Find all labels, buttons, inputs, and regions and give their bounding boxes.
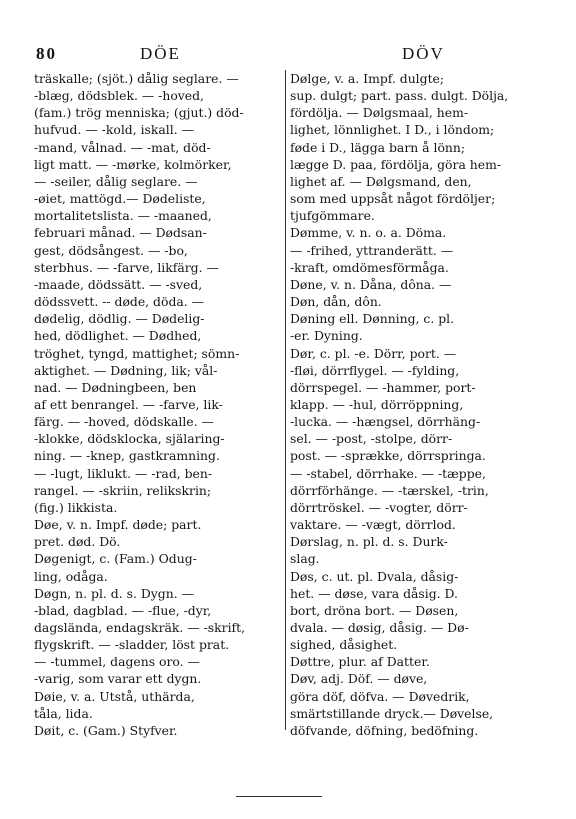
dictionary-line: ling, odåga. <box>34 568 108 584</box>
dictionary-line: -fløi, dörrflygel. — -fylding, <box>290 362 460 378</box>
dictionary-line: af ett benrangel. — -farve, lik- <box>34 396 223 412</box>
dictionary-line: ligt matt. — -mørke, kolmörker, <box>34 156 232 172</box>
dictionary-line: Dømme, v. n. o. a. Döma. <box>290 225 447 241</box>
page-number: 80 <box>36 44 57 63</box>
dictionary-line: döfvande, döfning, bedöfning. <box>290 722 479 738</box>
dictionary-line: träskalle; (sjöt.) dålig seglare. — <box>34 71 239 86</box>
left-column <box>34 70 286 739</box>
dictionary-line: -øiet, mattögd.— Dødeliste, <box>34 191 206 207</box>
dictionary-line: — -frihed, yttranderätt. — <box>290 242 454 258</box>
dictionary-line: bort, dröna bort. — Døsen, <box>290 602 459 618</box>
dictionary-line: dagslända, endagskräk. — -skrift, <box>34 620 246 635</box>
dictionary-line: -klokke, dödsklocka, själaring- <box>34 431 225 447</box>
header-left-guideword: DÖE <box>140 44 181 63</box>
dictionary-line: rangel. — -skriin, relikskrin; <box>34 482 212 498</box>
dictionary-line: Døgenigt, c. (Fam.) Odug- <box>34 551 197 567</box>
dictionary-line: tjufgömmare. <box>290 208 375 224</box>
end-rule <box>236 796 322 797</box>
dictionary-line: — -stabel, dörrhake. — -tæppe, <box>290 465 486 481</box>
dictionary-line: — -tummel, dagens oro. — <box>34 654 200 670</box>
dictionary-line: Dørslag, n. pl. d. s. Durk- <box>290 534 448 550</box>
dictionary-line: dörrförhänge. — -tærskel, -trin, <box>290 482 489 498</box>
dictionary-line: (fam.) trög menniska; (gjut.) död- <box>34 105 244 121</box>
dictionary-line: fördölja. — Dølgsmaal, hem- <box>290 105 469 121</box>
dictionary-line: -mand, vålnad. — -mat, död- <box>34 139 211 155</box>
dictionary-line: mortalitetslista. — -maaned, <box>34 208 212 224</box>
dictionary-line: lighet, lönnlighet. I D., i löndom; <box>290 122 495 138</box>
right-column <box>290 70 542 739</box>
dictionary-line: flygskrift. — -sladder, löst prat. <box>34 637 230 653</box>
dictionary-line: ning. — -knep, gastkramning. <box>34 448 220 464</box>
header-right-guideword: DÖV <box>402 44 445 63</box>
dictionary-line: Døning ell. Dønning, c. pl. <box>290 311 455 327</box>
dictionary-line: färg. — -hoved, dödskalle. — <box>34 414 214 430</box>
dictionary-line: som med uppsåt något fördöljer; <box>290 191 496 207</box>
dictionary-line: gest, dödsångest. — -bo, <box>34 242 188 258</box>
dictionary-line: sup. dulgt; part. pass. dulgt. Dölja, <box>290 88 509 104</box>
dictionary-line: -blæg, dödsblek. — -hoved, <box>34 88 204 104</box>
dictionary-line: dödssvett. -- døde, döda. — <box>34 294 205 310</box>
dictionary-line: Døn, dån, dôn. <box>290 294 382 310</box>
dictionary-line: -er. Dyning. <box>290 328 363 344</box>
dictionary-line: klapp. — -hul, dörröppning, <box>290 396 464 412</box>
dictionary-line: dødelig, dödlig. — Dødelig- <box>34 311 205 327</box>
dictionary-line: -varig, som varar ett dygn. <box>34 671 202 687</box>
dictionary-line: Dør, c. pl. -e. Dörr, port. — <box>290 345 457 361</box>
dictionary-line: Døs, c. ut. pl. Dvala, dåsig- <box>290 568 459 584</box>
page-header <box>36 44 542 66</box>
dictionary-line: — -lugt, liklukt. — -rad, ben- <box>34 465 213 481</box>
dictionary-line: februari månad. — Dødsan- <box>34 225 207 241</box>
dictionary-line: sel. — -post, -stolpe, dörr- <box>290 431 453 447</box>
dictionary-line: het. — døse, vara dåsig. D. <box>290 585 458 601</box>
dictionary-line: göra döf, döfva. — Døvedrik, <box>290 688 470 704</box>
dictionary-line: tröghet, tyngd, mattighet; sömn- <box>34 345 240 361</box>
dictionary-line: hed, dödlighet. — Dødhed, <box>34 328 202 344</box>
dictionary-line: Døne, v. n. Dåna, dôna. — <box>290 276 452 292</box>
dictionary-line: føde i D., lägga barn å lönn; <box>290 139 466 155</box>
dictionary-line: Døit, c. (Gam.) Styfver. <box>34 722 178 738</box>
dictionary-line: Døgn, n. pl. d. s. Dygn. — <box>34 585 194 601</box>
dictionary-line: -blad, dagblad. — -flue, -dyr, <box>34 602 212 618</box>
dictionary-line: dvala. — døsig, dåsig. — Dø- <box>290 620 469 635</box>
dictionary-line: — -seiler, dålig seglare. — <box>34 173 198 189</box>
dictionary-line: -maade, dödssätt. — -sved, <box>34 276 203 292</box>
dictionary-line: Dølge, v. a. Impf. dulgte; <box>290 71 445 86</box>
dictionary-line: hufvud. — -kold, iskall. — <box>34 122 195 138</box>
dictionary-line: -kraft, omdömesförmåga. <box>290 259 449 275</box>
dictionary-line: slag. <box>290 551 320 567</box>
dictionary-line: Døe, v. n. Impf. døde; part. <box>34 517 202 533</box>
dictionary-line: Døie, v. a. Utstå, uthärda, <box>34 688 195 704</box>
dictionary-line: -lucka. — -hængsel, dörrhäng- <box>290 414 481 430</box>
dictionary-line: (fig.) likkista. <box>34 499 118 515</box>
dictionary-line: dörrspegel. — -hammer, port- <box>290 379 476 395</box>
dictionary-line: lighet af. — Dølgsmand, den, <box>290 173 472 189</box>
dictionary-line: dörrtröskel. — -vogter, dörr- <box>290 499 468 515</box>
dictionary-line: sighed, dåsighet. <box>290 637 398 653</box>
dictionary-line: aktighet. — Dødning, lik; vål- <box>34 362 218 378</box>
dictionary-line: sterbhus. — -farve, likfärg. — <box>34 259 219 275</box>
dictionary-line: post. — -sprække, dörrspringa. <box>290 448 486 464</box>
dictionary-line: vaktare. — -vægt, dörrlod. <box>290 517 456 533</box>
dictionary-line: tåla, lida. <box>34 705 93 721</box>
dictionary-line: lægge D. paa, fördölja, göra hem- <box>290 156 502 172</box>
column-divider <box>285 70 286 730</box>
dictionary-line: smärtstillande dryck.— Døvelse, <box>290 705 494 721</box>
dictionary-line: pret. død. Dö. <box>34 534 121 550</box>
dictionary-line: nad. — Dødningbeen, ben <box>34 379 197 395</box>
dictionary-line: Døttre, plur. af Datter. <box>290 654 430 670</box>
dictionary-line: Døv, adj. Döf. — døve, <box>290 671 428 687</box>
